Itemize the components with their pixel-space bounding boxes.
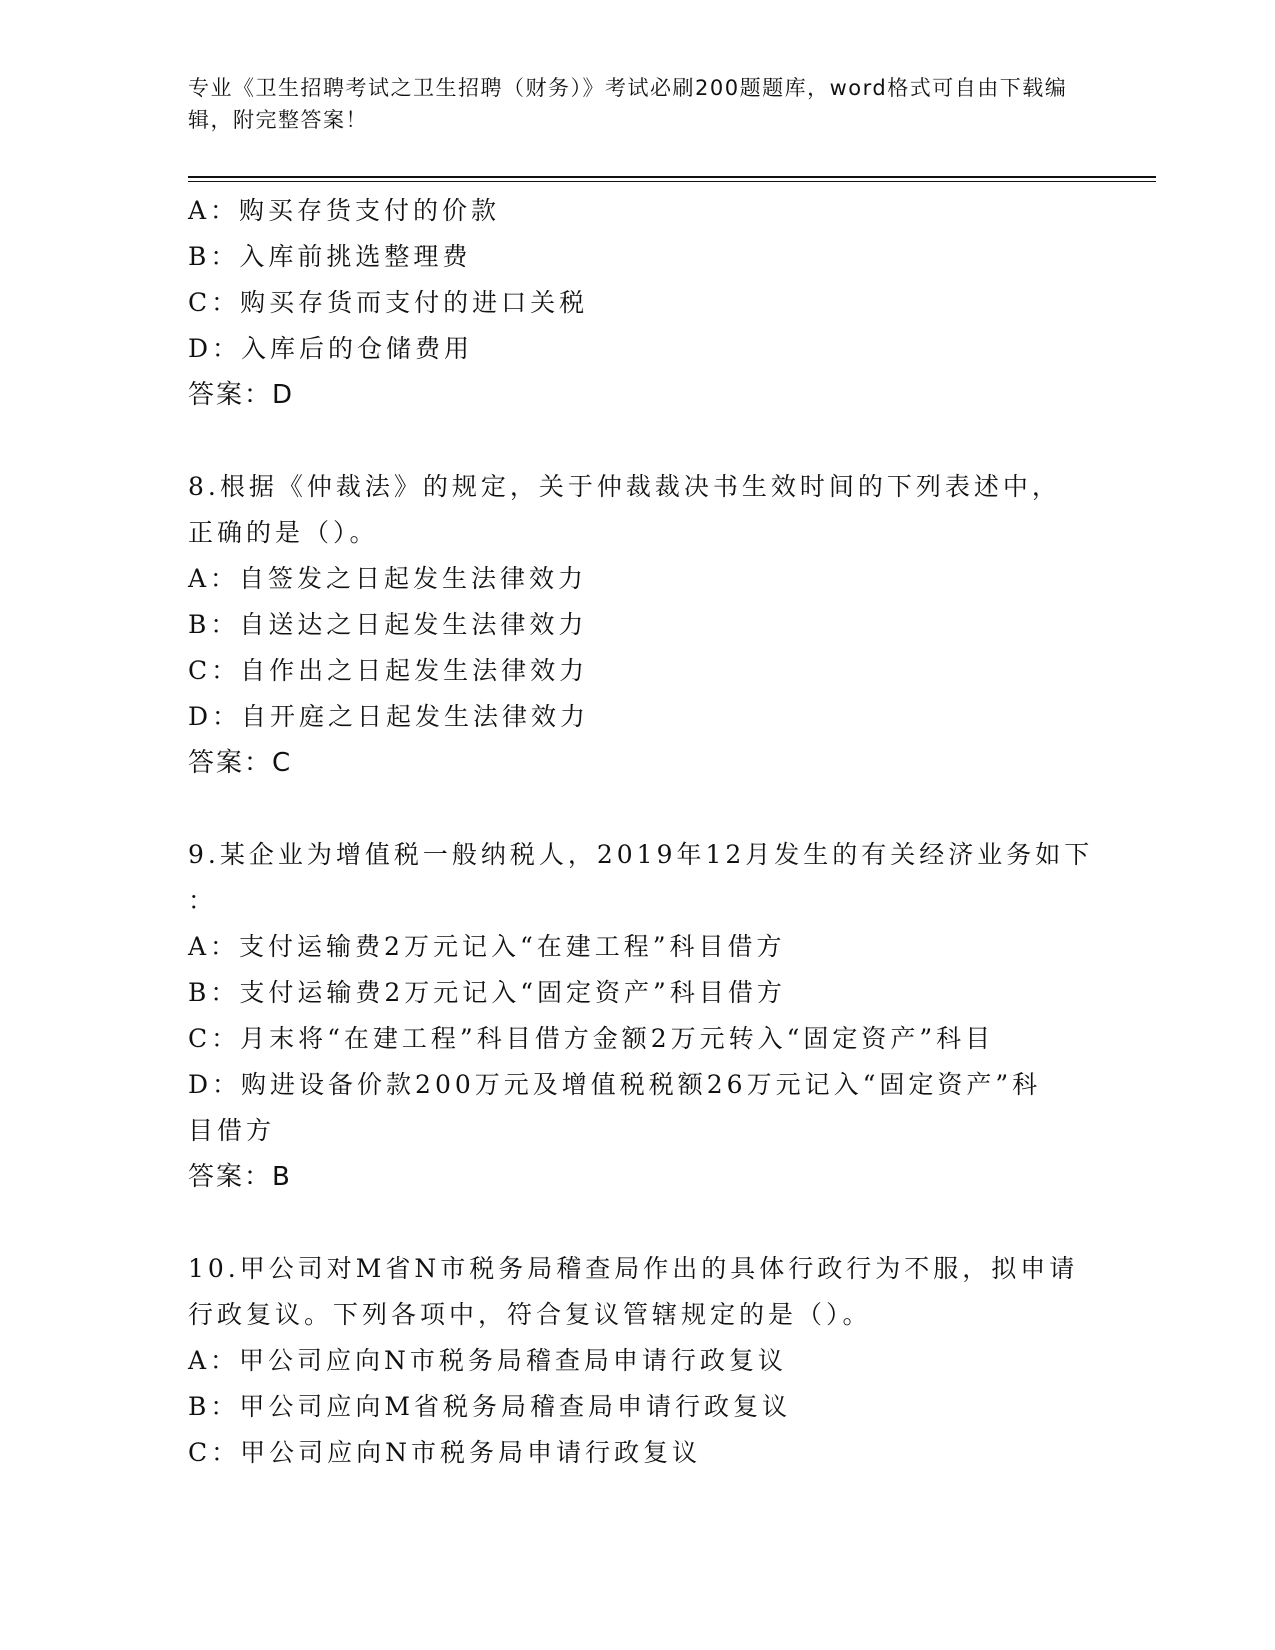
- question-8-answer: 答案：C: [188, 748, 293, 778]
- question-7-option-b: B：入库前挑选整理费: [188, 242, 472, 271]
- question-9-stem-line-2: ：: [188, 886, 218, 915]
- header-rule-thick: [188, 176, 1156, 178]
- question-9-option-b: B：支付运输费2万元记入“固定资产”科目借方: [188, 978, 786, 1007]
- question-10-option-a: A：甲公司应向N市税务局稽查局申请行政复议: [188, 1346, 787, 1375]
- question-8-option-b: B：自送达之日起发生法律效力: [188, 610, 588, 639]
- question-7-option-c: C：购买存货而支付的进口关税: [188, 288, 589, 317]
- question-9-answer: 答案：B: [188, 1162, 292, 1192]
- question-list: [188, 188, 1094, 1476]
- question-8-stem-line-1: 8.根据《仲裁法》的规定，关于仲裁裁决书生效时间的下列表述中，: [188, 472, 1061, 501]
- document-header: 专业《卫生招聘考试之卫生招聘（财务）》考试必刷200题题库，word格式可自由下载编辑，附完整答案！: [188, 76, 1068, 132]
- question-7-option-d: D：入库后的仓储费用: [188, 334, 474, 363]
- spacer: [188, 1200, 1088, 1246]
- spacer: [188, 418, 1088, 464]
- question-9-option-d-line-1: D：购进设备价款200万元及增值税税额26万元记入“固定资产”科: [188, 1070, 1042, 1099]
- question-8-block: [188, 464, 1088, 786]
- question-10-stem-line-1: 10.甲公司对M省N市税务局稽查局作出的具体行政行为不服，拟申请: [188, 1254, 1079, 1283]
- question-8-option-d: D：自开庭之日起发生法律效力: [188, 702, 590, 731]
- question-10-stem-line-2: 行政复议。下列各项中，符合复议管辖规定的是（）。: [188, 1300, 872, 1329]
- question-8-stem-line-2: 正确的是（）。: [188, 518, 379, 547]
- header-rule-thin: [188, 181, 1156, 182]
- question-7-answer: 答案：D: [188, 380, 295, 410]
- question-7-option-a: A：购买存货支付的价款: [188, 196, 501, 225]
- spacer: [188, 786, 1088, 832]
- question-9-option-c: C：月末将“在建工程”科目借方金额2万元转入“固定资产”科目: [188, 1024, 995, 1053]
- question-10-block: [188, 1246, 1088, 1476]
- question-10-option-b: B：甲公司应向M省税务局稽查局申请行政复议: [188, 1392, 791, 1421]
- question-9-option-a: A：支付运输费2万元记入“在建工程”科目借方: [188, 932, 786, 961]
- question-8-option-a: A：自签发之日起发生法律效力: [188, 564, 588, 593]
- question-10-option-c: C：甲公司应向N市税务局申请行政复议: [188, 1438, 702, 1467]
- question-7-block: [188, 188, 1088, 418]
- question-9-option-d-line-2: 目借方: [188, 1116, 276, 1145]
- question-9-block: [188, 832, 1094, 1200]
- question-8-option-c: C：自作出之日起发生法律效力: [188, 656, 589, 685]
- question-9-stem-line-1: 9.某企业为增值税一般纳税人，2019年12月发生的有关经济业务如下: [188, 840, 1094, 869]
